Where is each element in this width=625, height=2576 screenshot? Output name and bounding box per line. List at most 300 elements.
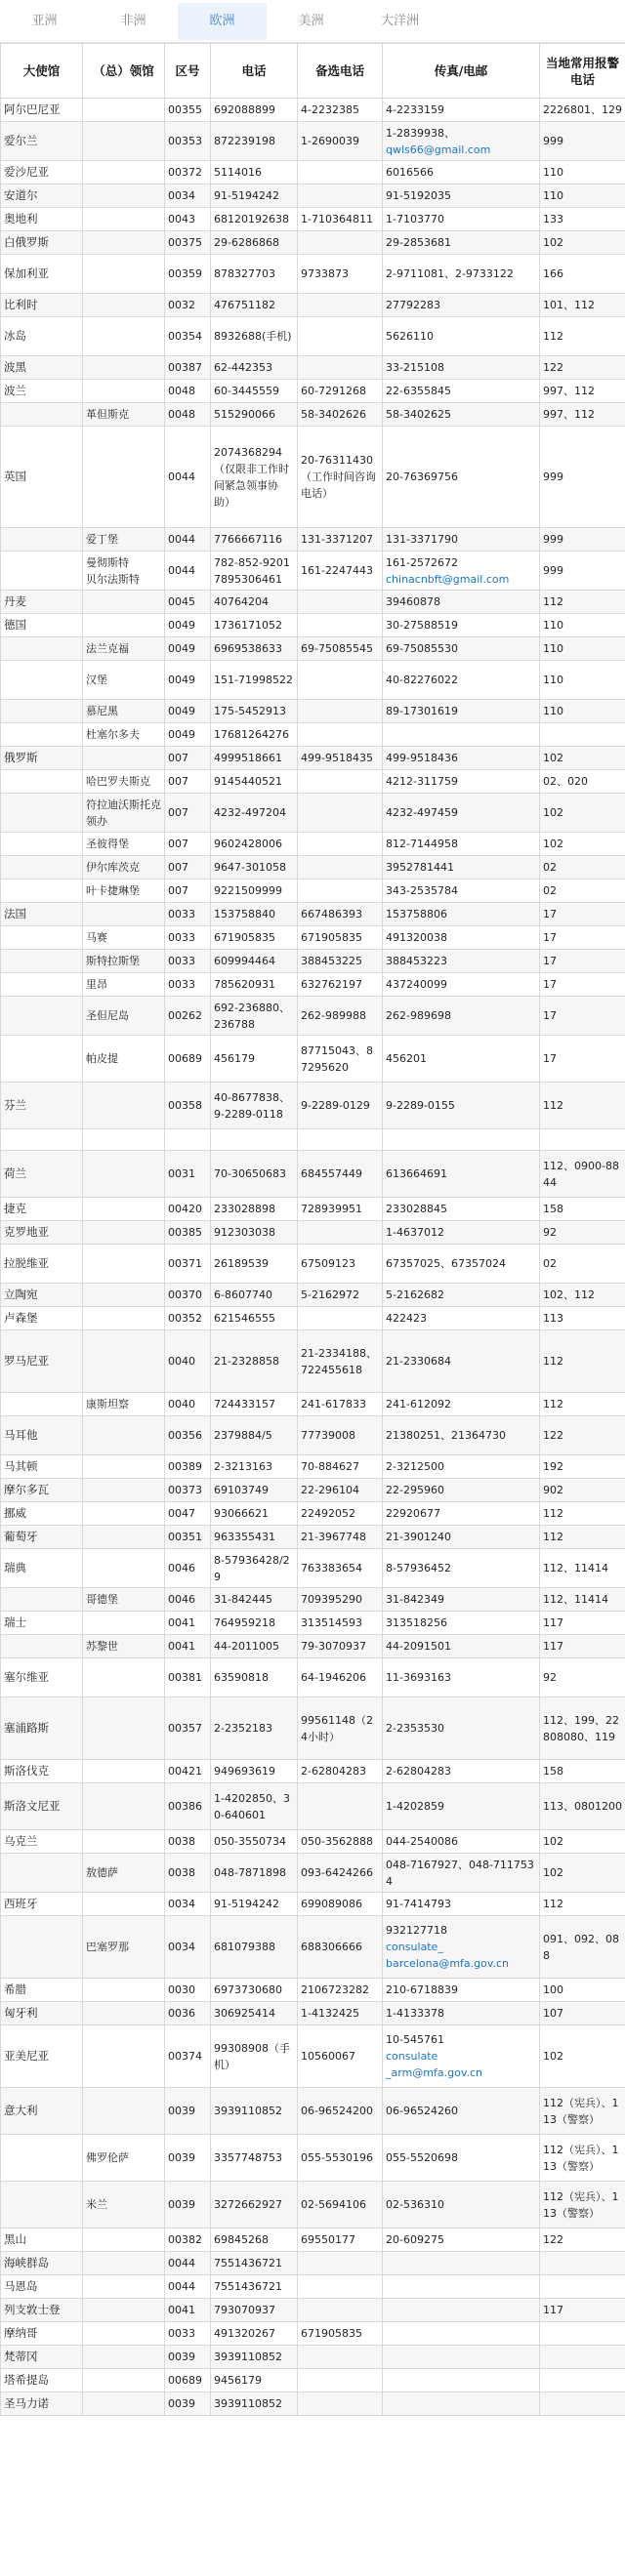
cell-embassy — [1, 2182, 83, 2228]
cell-alt-phone — [298, 1221, 383, 1245]
cell-embassy — [1, 700, 83, 723]
cell-police-phone: 102 — [540, 747, 625, 770]
table-row — [1, 1036, 625, 1083]
header-area-code: 区号 — [165, 44, 211, 99]
cell-phone: 63590818 — [211, 1658, 298, 1697]
cell-consulate — [83, 1697, 165, 1760]
cell-embassy — [1, 1588, 83, 1612]
cell-police-phone: 158 — [540, 1198, 625, 1221]
cell-fax-email: 313518256 — [383, 1612, 540, 1635]
cell-police-phone: 102、112 — [540, 1284, 625, 1307]
cell-alt-phone: 64-1946206 — [298, 1658, 383, 1697]
table-row — [1, 317, 625, 356]
cell-embassy: 丹麦 — [1, 591, 83, 614]
cell-alt-phone: 21-2334188、722455618 — [298, 1330, 383, 1393]
cell-police-phone — [540, 2369, 625, 2392]
cell-consulate — [83, 903, 165, 926]
cell-fax-email: 89-17301619 — [383, 700, 540, 723]
cell-area-code: 0046 — [165, 1549, 211, 1588]
cell-police-phone — [540, 2275, 625, 2299]
header-consulate: （总）领馆 — [83, 44, 165, 99]
cell-police-phone: 902 — [540, 1479, 625, 1502]
cell-area-code: 0041 — [165, 1635, 211, 1658]
cell-phone: 17681264276 — [211, 723, 298, 747]
cell-consulate — [83, 614, 165, 637]
cell-fax-email: 241-612092 — [383, 1393, 540, 1416]
table-row — [1, 1455, 625, 1479]
cell-alt-phone: 1-710364811 — [298, 208, 383, 231]
cell-alt-phone: 388453225 — [298, 950, 383, 973]
cell-embassy: 罗马尼亚 — [1, 1330, 83, 1393]
cell-area-code: 00689 — [165, 1036, 211, 1083]
cell-embassy — [1, 1635, 83, 1658]
cell-alt-phone — [298, 770, 383, 794]
cell-embassy — [1, 2135, 83, 2182]
cell-area-code: 0031 — [165, 1151, 211, 1198]
cell-area-code: 0040 — [165, 1330, 211, 1393]
cell-police-phone: 112（宪兵）、113（警察） — [540, 2088, 625, 2135]
cell-police-phone: 110 — [540, 614, 625, 637]
cell-embassy: 塔希提岛 — [1, 2369, 83, 2392]
cell-fax-email: 3952781441 — [383, 856, 540, 879]
cell-phone: 048-7871898 — [211, 1854, 298, 1893]
cell-alt-phone: 9-2289-0129 — [298, 1083, 383, 1129]
cell-police-phone: 110 — [540, 161, 625, 184]
cell-consulate — [83, 2299, 165, 2322]
cell-consulate — [83, 122, 165, 161]
cell-phone: 7551436721 — [211, 2275, 298, 2299]
cell-phone — [211, 1129, 298, 1151]
cell-consulate — [83, 208, 165, 231]
cell-consulate — [83, 1307, 165, 1330]
cell-police-phone: 112、199、22808080、119 — [540, 1697, 625, 1760]
cell-area-code: 00355 — [165, 99, 211, 122]
cell-phone: 9145440521 — [211, 770, 298, 794]
cell-alt-phone — [298, 723, 383, 747]
table-row — [1, 2392, 625, 2416]
cell-police-phone: 92 — [540, 1658, 625, 1697]
cell-police-phone: 17 — [540, 903, 625, 926]
cell-police-phone: 158 — [540, 1760, 625, 1783]
cell-embassy — [1, 997, 83, 1036]
cell-phone: 6-8607740 — [211, 1284, 298, 1307]
table-row — [1, 1612, 625, 1635]
cell-fax-email: 39460878 — [383, 591, 540, 614]
cell-fax-email — [383, 2369, 540, 2392]
cell-area-code: 00354 — [165, 317, 211, 356]
cell-fax-email: 33-215108 — [383, 356, 540, 380]
cell-police-phone — [540, 2322, 625, 2346]
tab-1[interactable]: 非洲 — [120, 14, 146, 28]
table-row — [1, 2252, 625, 2275]
table-row — [1, 2346, 625, 2369]
table-row — [1, 255, 625, 294]
cell-embassy: 葡萄牙 — [1, 1526, 83, 1549]
cell-alt-phone: 58-3402626 — [298, 403, 383, 427]
cell-police-phone: 17 — [540, 1036, 625, 1083]
email-link[interactable]: _arm@mfa.gov.cn — [386, 2066, 482, 2079]
cell-fax-email: 2-2353530 — [383, 1697, 540, 1760]
cell-consulate — [83, 2252, 165, 2275]
cell-consulate — [83, 1612, 165, 1635]
table-row — [1, 700, 625, 723]
cell-area-code: 0049 — [165, 723, 211, 747]
cell-embassy: 塞浦路斯 — [1, 1697, 83, 1760]
cell-embassy: 比利时 — [1, 294, 83, 317]
cell-embassy: 匈牙利 — [1, 2002, 83, 2025]
table-row — [1, 231, 625, 255]
cell-fax-email: 06-96524260 — [383, 2088, 540, 2135]
cell-alt-phone — [298, 2346, 383, 2369]
cell-area-code: 0047 — [165, 1502, 211, 1526]
cell-phone: 764959218 — [211, 1612, 298, 1635]
cell-alt-phone: 699089086 — [298, 1893, 383, 1916]
cell-fax-email: 1-2839938、 qwls66@gmail.com — [383, 122, 540, 161]
table-row — [1, 403, 625, 427]
cell-police-phone: 02、020 — [540, 770, 625, 794]
email-link[interactable]: consulate_ — [386, 1941, 443, 1953]
cell-phone: 153758840 — [211, 903, 298, 926]
cell-alt-phone: 763383654 — [298, 1549, 383, 1588]
cell-alt-phone — [298, 700, 383, 723]
cell-police-phone: 112、11414 — [540, 1588, 625, 1612]
cell-fax-email: 11-3693163 — [383, 1658, 540, 1697]
cell-alt-phone — [298, 2275, 383, 2299]
cell-consulate: 圣彼得堡 — [83, 833, 165, 856]
cell-fax-email — [383, 2252, 540, 2275]
cell-consulate — [83, 1760, 165, 1783]
table-row — [1, 1245, 625, 1284]
email-link[interactable]: qwls66@gmail.com — [386, 143, 491, 156]
table-row — [1, 427, 625, 528]
cell-alt-phone: 688306666 — [298, 1916, 383, 1979]
cell-alt-phone — [298, 661, 383, 700]
table-row — [1, 122, 625, 161]
cell-consulate — [83, 356, 165, 380]
cell-police-phone: 997、112 — [540, 380, 625, 403]
table-row — [1, 637, 625, 661]
cell-embassy: 英国 — [1, 427, 83, 528]
cell-embassy: 荷兰 — [1, 1151, 83, 1198]
cell-consulate: 马赛 — [83, 926, 165, 950]
tab-3[interactable]: 美洲 — [298, 14, 324, 28]
cell-embassy — [1, 833, 83, 856]
cell-area-code: 00370 — [165, 1284, 211, 1307]
cell-alt-phone: 67509123 — [298, 1245, 383, 1284]
cell-consulate: 曼彻斯特 贝尔法斯特 — [83, 552, 165, 591]
cell-embassy: 黑山 — [1, 2228, 83, 2252]
cell-embassy — [1, 1036, 83, 1083]
cell-consulate — [83, 1455, 165, 1479]
cell-police-phone: 110 — [540, 700, 625, 723]
cell-police-phone: 110 — [540, 637, 625, 661]
table-row — [1, 950, 625, 973]
cell-alt-phone: 262-989988 — [298, 997, 383, 1036]
cell-fax-email: 40-82276022 — [383, 661, 540, 700]
cell-area-code: 0033 — [165, 2322, 211, 2346]
cell-area-code: 00381 — [165, 1658, 211, 1697]
cell-area-code: 00375 — [165, 231, 211, 255]
table-row — [1, 2275, 625, 2299]
cell-fax-email — [383, 2275, 540, 2299]
table-row — [1, 1916, 625, 1979]
cell-area-code: 00357 — [165, 1697, 211, 1760]
email-link[interactable]: barcelona@mfa.gov.cn — [386, 1957, 510, 1970]
cell-embassy: 瑞典 — [1, 1549, 83, 1588]
cell-embassy — [1, 552, 83, 591]
cell-fax-email: 5626110 — [383, 317, 540, 356]
cell-consulate — [83, 1245, 165, 1284]
table-row — [1, 2135, 625, 2182]
cell-phone: 21-2328858 — [211, 1330, 298, 1393]
table-row — [1, 2182, 625, 2228]
cell-fax-email: 6016566 — [383, 161, 540, 184]
cell-area-code: 00421 — [165, 1760, 211, 1783]
cell-fax-email: 58-3402625 — [383, 403, 540, 427]
cell-fax-email: 02-536310 — [383, 2182, 540, 2228]
cell-consulate — [83, 255, 165, 294]
cell-consulate — [83, 2088, 165, 2135]
cell-phone: 70-30650683 — [211, 1151, 298, 1198]
cell-phone: 1736171052 — [211, 614, 298, 637]
cell-phone: 26189539 — [211, 1245, 298, 1284]
cell-embassy: 爱沙尼亚 — [1, 161, 83, 184]
cell-area-code: 0046 — [165, 1588, 211, 1612]
cell-consulate: 斯特拉斯堡 — [83, 950, 165, 973]
cell-consulate: 慕尼黑 — [83, 700, 165, 723]
cell-alt-phone: 728939951 — [298, 1198, 383, 1221]
cell-consulate — [83, 1221, 165, 1245]
cell-consulate — [83, 1549, 165, 1588]
cell-alt-phone: 9733873 — [298, 255, 383, 294]
cell-area-code: 00386 — [165, 1783, 211, 1830]
cell-area-code: 0034 — [165, 1916, 211, 1979]
cell-consulate — [83, 1129, 165, 1151]
cell-embassy — [1, 794, 83, 833]
table-row — [1, 1588, 625, 1612]
cell-area-code: 007 — [165, 879, 211, 903]
cell-area-code: 0044 — [165, 2252, 211, 2275]
table-row — [1, 1697, 625, 1760]
table-header-row — [1, 44, 625, 99]
cell-phone: 69103749 — [211, 1479, 298, 1502]
cell-phone: 99308908（手机） — [211, 2025, 298, 2088]
cell-embassy: 德国 — [1, 614, 83, 637]
cell-alt-phone — [298, 2392, 383, 2416]
cell-phone: 621546555 — [211, 1307, 298, 1330]
cell-fax-email: 27792283 — [383, 294, 540, 317]
cell-consulate — [83, 1979, 165, 2002]
cell-fax-email: 22-6355845 — [383, 380, 540, 403]
cell-phone: 3939110852 — [211, 2392, 298, 2416]
cell-area-code: 00382 — [165, 2228, 211, 2252]
cell-alt-phone: 06-96524200 — [298, 2088, 383, 2135]
cell-alt-phone: 241-617833 — [298, 1393, 383, 1416]
cell-phone: 91-5194242 — [211, 184, 298, 208]
cell-phone: 7766667116 — [211, 528, 298, 552]
tab-2[interactable]: 欧洲 — [178, 3, 267, 40]
cell-alt-phone — [298, 356, 383, 380]
cell-alt-phone: 87715043、87295620 — [298, 1036, 383, 1083]
cell-phone: 7551436721 — [211, 2252, 298, 2275]
cell-alt-phone: 77739008 — [298, 1416, 383, 1455]
cell-phone: 3357748753 — [211, 2135, 298, 2182]
cell-embassy: 马其顿 — [1, 1455, 83, 1479]
email-link[interactable]: chinacnbft@gmail.com — [386, 572, 510, 586]
cell-embassy: 斯洛伐克 — [1, 1760, 83, 1783]
cell-alt-phone: 21-3967748 — [298, 1526, 383, 1549]
cell-fax-email — [383, 2299, 540, 2322]
cell-police-phone: 112 — [540, 317, 625, 356]
cell-consulate — [83, 427, 165, 528]
cell-embassy: 意大利 — [1, 2088, 83, 2135]
email-link[interactable]: consulate — [386, 2050, 438, 2063]
cell-phone: 60-3445559 — [211, 380, 298, 403]
cell-fax-email: 048-7167927、048-7117534 — [383, 1854, 540, 1893]
tab-4[interactable]: 大洋洲 — [380, 14, 419, 28]
cell-embassy: 俄罗斯 — [1, 747, 83, 770]
cell-alt-phone — [298, 2299, 383, 2322]
cell-embassy — [1, 926, 83, 950]
cell-police-phone: 112（宪兵）、113（警察） — [540, 2135, 625, 2182]
cell-consulate: 米兰 — [83, 2182, 165, 2228]
cell-embassy — [1, 723, 83, 747]
cell-phone: 724433157 — [211, 1393, 298, 1416]
cell-embassy — [1, 1916, 83, 1979]
cell-fax-email: 233028845 — [383, 1198, 540, 1221]
cell-police-phone: 110 — [540, 184, 625, 208]
cell-alt-phone: 70-884627 — [298, 1455, 383, 1479]
cell-area-code: 0044 — [165, 528, 211, 552]
cell-embassy — [1, 528, 83, 552]
cell-alt-phone: 499-9518435 — [298, 747, 383, 770]
table-row — [1, 208, 625, 231]
cell-alt-phone: 1-4132425 — [298, 2002, 383, 2025]
cell-phone: 692088899 — [211, 99, 298, 122]
cell-area-code: 0045 — [165, 591, 211, 614]
cell-phone: 671905835 — [211, 926, 298, 950]
cell-fax-email: 812-7144958 — [383, 833, 540, 856]
cell-phone: 785620931 — [211, 973, 298, 997]
cell-phone: 681079388 — [211, 1916, 298, 1979]
cell-police-phone: 999 — [540, 122, 625, 161]
cell-fax-email: 4212-311759 — [383, 770, 540, 794]
table-row — [1, 1083, 625, 1129]
cell-alt-phone: 050-3562888 — [298, 1830, 383, 1854]
cell-phone: 491320267 — [211, 2322, 298, 2346]
cell-fax-email: 613664691 — [383, 1151, 540, 1198]
table-row — [1, 2299, 625, 2322]
cell-fax-email: 210-6718839 — [383, 1979, 540, 2002]
cell-consulate: 里昂 — [83, 973, 165, 997]
tab-0[interactable]: 亚洲 — [31, 14, 58, 28]
cell-fax-email: 1-4637012 — [383, 1221, 540, 1245]
cell-police-phone: 102 — [540, 231, 625, 255]
cell-consulate — [83, 1526, 165, 1549]
cell-fax-email: 499-9518436 — [383, 747, 540, 770]
cell-alt-phone: 20-76311430（工作时间咨询电话） — [298, 427, 383, 528]
cell-area-code: 007 — [165, 856, 211, 879]
table-row — [1, 1893, 625, 1916]
cell-alt-phone — [298, 231, 383, 255]
cell-area-code: 00389 — [165, 1455, 211, 1479]
cell-phone: 3272662927 — [211, 2182, 298, 2228]
table-row — [1, 294, 625, 317]
cell-fax-email: 21380251、21364730 — [383, 1416, 540, 1455]
cell-fax-email: 67357025、67357024 — [383, 1245, 540, 1284]
table-row — [1, 161, 625, 184]
cell-police-phone: 122 — [540, 1416, 625, 1455]
cell-phone: 29-6286868 — [211, 231, 298, 255]
cell-fax-email: 044-2540086 — [383, 1830, 540, 1854]
cell-phone: 2379884/5 — [211, 1416, 298, 1455]
cell-police-phone: 122 — [540, 356, 625, 380]
cell-embassy: 列支敦士登 — [1, 2299, 83, 2322]
cell-consulate: 革但斯克 — [83, 403, 165, 427]
cell-embassy: 挪威 — [1, 1502, 83, 1526]
cell-consulate — [83, 1151, 165, 1198]
cell-police-phone: 112 — [540, 1526, 625, 1549]
cell-police-phone: 112 — [540, 1893, 625, 1916]
cell-fax-email: 262-989698 — [383, 997, 540, 1036]
cell-phone: 44-2011005 — [211, 1635, 298, 1658]
cell-embassy — [1, 770, 83, 794]
cell-area-code: 0034 — [165, 1893, 211, 1916]
cell-alt-phone — [298, 614, 383, 637]
cell-alt-phone: 684557449 — [298, 1151, 383, 1198]
cell-fax-email: 44-2091501 — [383, 1635, 540, 1658]
cell-phone: 793070937 — [211, 2299, 298, 2322]
table-row — [1, 879, 625, 903]
cell-embassy: 波兰 — [1, 380, 83, 403]
cell-consulate: 符拉迪沃斯托克领办 — [83, 794, 165, 833]
table-row — [1, 1526, 625, 1549]
cell-fax-email: 22-295960 — [383, 1479, 540, 1502]
cell-area-code: 0034 — [165, 184, 211, 208]
cell-consulate — [83, 747, 165, 770]
cell-area-code: 0030 — [165, 1979, 211, 2002]
cell-consulate — [83, 184, 165, 208]
cell-police-phone: 166 — [540, 255, 625, 294]
cell-alt-phone: 131-3371207 — [298, 528, 383, 552]
cell-embassy: 圣马力诺 — [1, 2392, 83, 2416]
cell-area-code: 00352 — [165, 1307, 211, 1330]
cell-consulate: 巴塞罗那 — [83, 1916, 165, 1979]
table-row — [1, 184, 625, 208]
cell-consulate: 叶卡捷琳堡 — [83, 879, 165, 903]
cell-alt-phone: 4-2232385 — [298, 99, 383, 122]
cell-alt-phone: 709395290 — [298, 1588, 383, 1612]
cell-alt-phone: 79-3070937 — [298, 1635, 383, 1658]
cell-consulate — [83, 2322, 165, 2346]
cell-alt-phone: 313514593 — [298, 1612, 383, 1635]
cell-consulate — [83, 99, 165, 122]
cell-fax-email: 21-3901240 — [383, 1526, 540, 1549]
cell-police-phone: 100 — [540, 1979, 625, 2002]
cell-police-phone: 999 — [540, 427, 625, 528]
table-row — [1, 903, 625, 926]
table-row — [1, 926, 625, 950]
cell-fax-email: 153758806 — [383, 903, 540, 926]
cell-consulate: 苏黎世 — [83, 1635, 165, 1658]
cell-embassy — [1, 1129, 83, 1151]
cell-embassy — [1, 856, 83, 879]
cell-consulate — [83, 1479, 165, 1502]
cell-embassy: 法国 — [1, 903, 83, 926]
cell-phone: 456179 — [211, 1036, 298, 1083]
cell-area-code: 0038 — [165, 1854, 211, 1893]
cell-fax-email: 9-2289-0155 — [383, 1083, 540, 1129]
